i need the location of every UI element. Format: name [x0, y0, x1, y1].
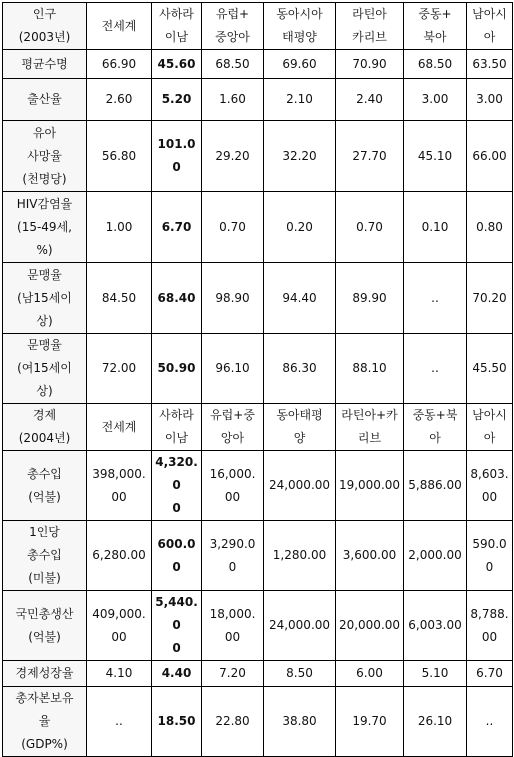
data-cell: 8.50: [264, 661, 336, 687]
row-label: 총자본보유 율 (GDP%): [3, 687, 87, 757]
column-header: 전세계: [87, 404, 152, 451]
row-label: 경제성장율: [3, 661, 87, 687]
column-header: 전세계: [87, 3, 152, 50]
column-header: 중동+북 아: [404, 404, 467, 451]
data-cell: 6,280.00: [87, 521, 152, 591]
data-cell: 6,003.00: [404, 591, 467, 661]
data-cell: 4,320.0 0: [152, 451, 202, 521]
data-cell: 24,000.00: [264, 451, 336, 521]
table-row: [3, 591, 513, 661]
column-header: 라틴아+카 리브: [336, 404, 404, 451]
data-cell: 66.90: [87, 50, 152, 79]
row-label: HIV감염율 (15-49세, %): [3, 192, 87, 263]
row-label: 평균수명: [3, 50, 87, 79]
table-row: [3, 50, 513, 79]
data-cell: 3.00: [404, 79, 467, 121]
data-cell: 66.00: [467, 121, 513, 192]
data-cell: 19.70: [336, 687, 404, 757]
data-cell: 4.40: [152, 661, 202, 687]
data-cell: 20,000.00: [336, 591, 404, 661]
data-cell: 29.20: [202, 121, 264, 192]
column-header: 사하라 이남: [152, 3, 202, 50]
data-cell: 590.0 0: [467, 521, 513, 591]
table-row: [3, 334, 513, 404]
column-header: 동아시아 태평양: [264, 3, 336, 50]
column-header: 라틴아 카리브: [336, 3, 404, 50]
data-cell: 7.20: [202, 661, 264, 687]
data-cell: 5.10: [404, 661, 467, 687]
data-cell: 16,000. 00: [202, 451, 264, 521]
data-cell: 0.70: [336, 192, 404, 263]
data-cell: 32.20: [264, 121, 336, 192]
data-cell: 409,000. 00: [87, 591, 152, 661]
data-cell: 45.10: [404, 121, 467, 192]
table-row: [3, 263, 513, 334]
data-cell: 398,000. 00: [87, 451, 152, 521]
data-cell: 68.40: [152, 263, 202, 334]
data-cell: 101.00: [152, 121, 202, 192]
data-cell: ..: [404, 263, 467, 334]
data-cell: 5.20: [152, 79, 202, 121]
data-cell: 88.10: [336, 334, 404, 404]
data-cell: 69.60: [264, 50, 336, 79]
data-cell: 3,290.0 0: [202, 521, 264, 591]
data-cell: 0.80: [467, 192, 513, 263]
section-header-label: 경제 (2004년): [3, 404, 87, 451]
data-cell: 8,603. 00: [467, 451, 513, 521]
data-cell: 0.70: [202, 192, 264, 263]
table-row: [3, 687, 513, 757]
row-label: 문맹율 (남15세이 상): [3, 263, 87, 334]
data-cell: 19,000.00: [336, 451, 404, 521]
data-cell: 0.20: [264, 192, 336, 263]
data-cell: 4.10: [87, 661, 152, 687]
data-cell: 6.00: [336, 661, 404, 687]
column-header: 유럽+ 중앙아: [202, 3, 264, 50]
row-label: 문맹율 (여15세이 상): [3, 334, 87, 404]
data-cell: 89.90: [336, 263, 404, 334]
table-row: [3, 79, 513, 121]
data-cell: 56.80: [87, 121, 152, 192]
column-header: 남아시 아: [467, 404, 513, 451]
data-cell: 6.70: [152, 192, 202, 263]
column-header: 중동+ 북아: [404, 3, 467, 50]
data-cell: 1,280.00: [264, 521, 336, 591]
data-cell: 50.90: [152, 334, 202, 404]
data-cell: 27.70: [336, 121, 404, 192]
data-cell: 1.60: [202, 79, 264, 121]
data-cell: ..: [404, 334, 467, 404]
table-row: [3, 661, 513, 687]
row-label: 1인당 총수입 (미불): [3, 521, 87, 591]
data-cell: 38.80: [264, 687, 336, 757]
data-cell: 5,440.0 0: [152, 591, 202, 661]
table-row: [3, 521, 513, 591]
column-header: 사하라 이남: [152, 404, 202, 451]
table-row: [3, 121, 513, 192]
data-cell: 2.10: [264, 79, 336, 121]
data-cell: 6.70: [467, 661, 513, 687]
data-cell: ..: [467, 687, 513, 757]
table-row: [3, 451, 513, 521]
row-label: 출산율: [3, 79, 87, 121]
data-cell: 2.60: [87, 79, 152, 121]
row-label: 총수입 (억불): [3, 451, 87, 521]
data-cell: 94.40: [264, 263, 336, 334]
data-cell: 68.50: [202, 50, 264, 79]
section-header-label: 인구 (2003년): [3, 3, 87, 50]
data-cell: 2,000.00: [404, 521, 467, 591]
data-cell: 68.50: [404, 50, 467, 79]
data-cell: 45.50: [467, 334, 513, 404]
data-cell: ..: [87, 687, 152, 757]
data-cell: 45.60: [152, 50, 202, 79]
column-header: 유럽+중 앙아: [202, 404, 264, 451]
data-cell: 86.30: [264, 334, 336, 404]
data-cell: 84.50: [87, 263, 152, 334]
data-cell: 600.00: [152, 521, 202, 591]
regional-statistics-table: [2, 2, 513, 757]
data-cell: 72.00: [87, 334, 152, 404]
data-cell: 3,600.00: [336, 521, 404, 591]
data-cell: 18.50: [152, 687, 202, 757]
data-cell: 98.90: [202, 263, 264, 334]
data-cell: 26.10: [404, 687, 467, 757]
row-label: 유아 사망율 (천명당): [3, 121, 87, 192]
data-cell: 5,886.00: [404, 451, 467, 521]
row-label: 국민총생산 (억불): [3, 591, 87, 661]
column-header: 동아태평 양: [264, 404, 336, 451]
header-row: [3, 404, 513, 451]
data-cell: 63.50: [467, 50, 513, 79]
header-row: [3, 3, 513, 50]
data-cell: 8,788. 00: [467, 591, 513, 661]
statistics-table-container: [2, 2, 513, 757]
data-cell: 0.10: [404, 192, 467, 263]
data-cell: 3.00: [467, 79, 513, 121]
table-row: [3, 192, 513, 263]
data-cell: 22.80: [202, 687, 264, 757]
data-cell: 70.90: [336, 50, 404, 79]
data-cell: 2.40: [336, 79, 404, 121]
data-cell: 18,000. 00: [202, 591, 264, 661]
data-cell: 96.10: [202, 334, 264, 404]
column-header: 남아시 아: [467, 3, 513, 50]
data-cell: 1.00: [87, 192, 152, 263]
data-cell: 70.20: [467, 263, 513, 334]
data-cell: 24,000.00: [264, 591, 336, 661]
